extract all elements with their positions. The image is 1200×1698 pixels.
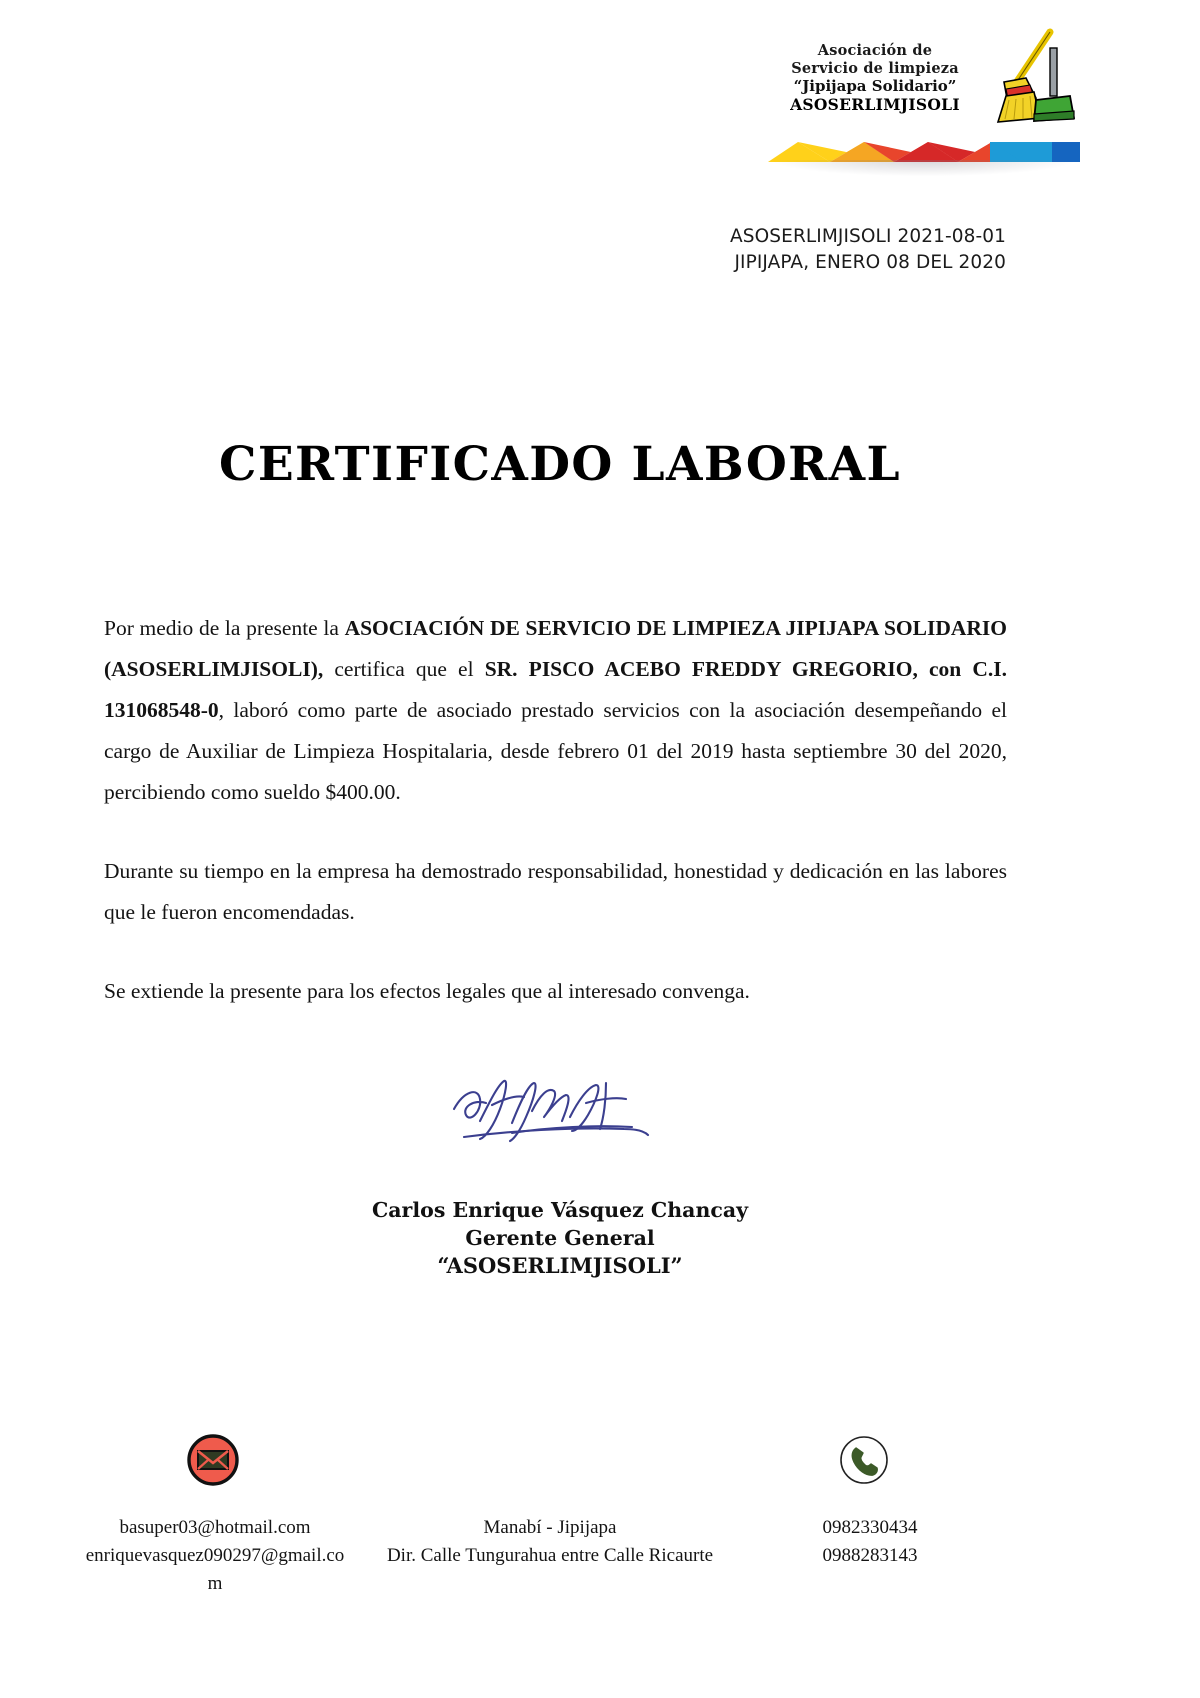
p1-details: , laboró como parte de asociado prestado servicios con la asociación desempeñando el cargo de Auxiliar de Limpieza Hospitalaria, desde febrero 01 del 2019 hasta septiembre 30 del 2020, percibiendo como sueldo $400.00.: [104, 698, 1007, 804]
letterhead: [760, 18, 1080, 188]
p1-intro: Por medio de la presente la: [104, 616, 345, 640]
logo-line-3: “Jipijapa Solidario”: [793, 77, 957, 96]
signer-organization: “ASOSERLIMJISOLI”: [437, 1253, 683, 1278]
p1-organization: ASOCIACIÓN DE SERVICIO DE LIMPIEZA JIPIJAPA SOLIDARIO (ASOSERLIMJISOLI),: [104, 616, 1007, 681]
paragraph-purpose: Se extiende la presente para los efectos legales que al interesado convenga.: [104, 979, 750, 1003]
organization-logo: [760, 18, 1080, 188]
footer-phones: [760, 1514, 980, 1570]
document-reference: ASOSERLIMJISOLI 2021-08-01: [730, 226, 1006, 247]
signature-block: [0, 1196, 1120, 1280]
footer-phone-2: 0988283143: [822, 1545, 918, 1566]
signer-name: Carlos Enrique Vásquez Chancay: [371, 1198, 749, 1222]
document-body: [104, 608, 1007, 1012]
logo-line-2: Servicio de limpieza: [791, 59, 959, 77]
p1-person-id: SR. PISCO ACEBO FREDDY GREGORIO, con C.I. 131068548-0: [104, 657, 1007, 722]
p1-certifies: certifica que el: [323, 657, 485, 681]
broom-dustpan-icon: [978, 26, 1078, 136]
footer-emails: [50, 1514, 380, 1598]
logo-text-block: [770, 42, 980, 115]
footer-address-city: Manabí - Jipijapa: [483, 1517, 617, 1538]
paragraph-certification: [104, 608, 1007, 813]
logo-line-4: ASOSERLIMJISOLI: [790, 94, 960, 114]
phone-icon: [836, 1432, 892, 1488]
footer-phone-1: 0982330434: [822, 1517, 918, 1538]
footer-email-2: enriquevasquez090297@gmail.co: [85, 1545, 345, 1566]
logo-shadow: [774, 160, 1074, 176]
handwritten-signature: [420, 1065, 690, 1160]
signer-role: Gerente General: [465, 1226, 655, 1250]
footer-email-2-wrap: m: [207, 1573, 223, 1594]
logo-line-1: Asociación de: [817, 42, 933, 59]
page-title: CERTIFICADO LABORAL: [219, 437, 901, 492]
email-icon: [185, 1432, 241, 1488]
footer-email-1: basuper03@hotmail.com: [119, 1517, 311, 1538]
footer-address-street: Dir. Calle Tungurahua entre Calle Ricaurte: [386, 1545, 714, 1566]
document-reference-block: [0, 224, 1006, 276]
document-place-date: JIPIJAPA, ENERO 08 DEL 2020: [734, 252, 1006, 273]
paragraph-conduct: Durante su tiempo en la empresa ha demostrado responsabilidad, honestidad y dedicación en las labores que le fueron encomendadas.: [104, 859, 1007, 924]
logo-chevron-bar: [768, 136, 1080, 162]
document-footer: [0, 1418, 1120, 1678]
footer-address: [370, 1514, 730, 1570]
